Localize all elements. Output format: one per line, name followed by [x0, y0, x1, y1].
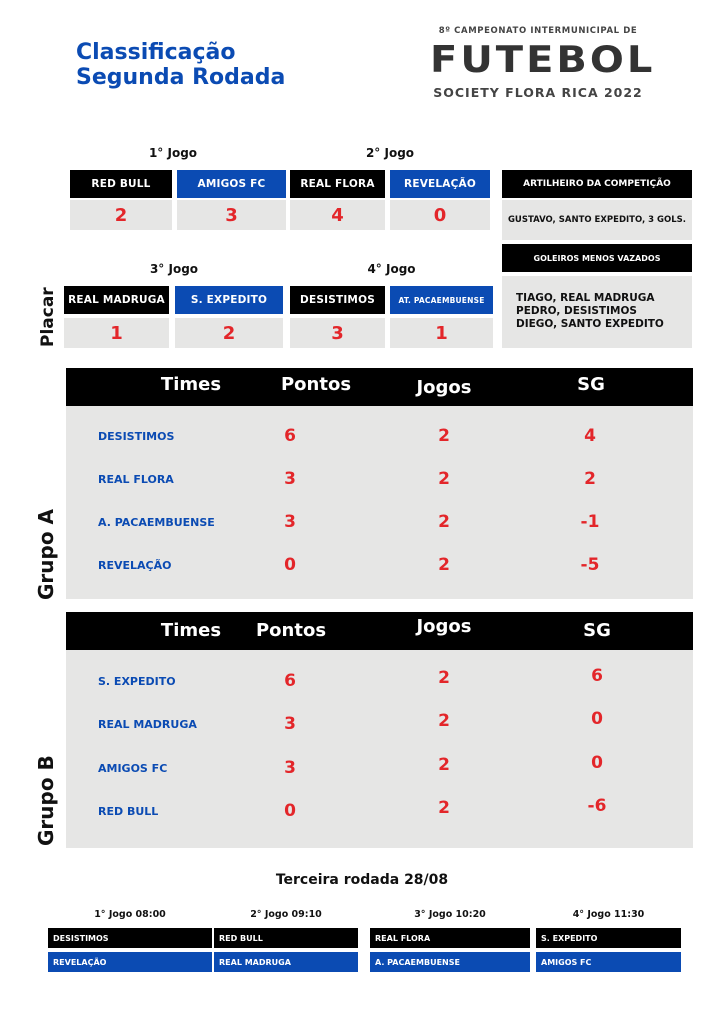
game-away-team: S. EXPEDITO [175, 286, 283, 314]
game-home-score: 4 [290, 200, 385, 230]
game-home-team: REAL MADRUGA [64, 286, 169, 314]
team-name: REAL MADRUGA [98, 718, 197, 731]
team-jogos: 2 [438, 469, 450, 489]
team-pontos: 3 [284, 469, 296, 489]
game-away-team: REVELAÇÃO [390, 170, 490, 198]
team-pontos: 6 [284, 426, 296, 446]
team-jogos: 2 [438, 668, 450, 688]
game-home-score: 3 [290, 318, 385, 348]
goleiros-list [502, 276, 692, 348]
artilheiro-text: GUSTAVO, SANTO EXPEDITO, 3 GOLS. [502, 200, 692, 240]
team-sg: -1 [580, 512, 600, 532]
game-label: 1° Jogo [148, 146, 198, 160]
team-jogos: 2 [438, 555, 450, 575]
slot-team2: AMIGOS FC [536, 952, 681, 972]
game-away-team: AMIGOS FC [177, 170, 286, 198]
game-away-score: 1 [390, 318, 493, 348]
grupo-b-body [66, 650, 693, 848]
col-times-header: Times [160, 620, 222, 641]
team-name: DESISTIMOS [98, 430, 175, 443]
grupo-a-header [66, 368, 693, 406]
col-times-header: Times [160, 374, 222, 395]
col-pontos-header: Pontos [280, 374, 352, 395]
slot-label: 3° Jogo 10:20 [414, 909, 486, 920]
game-away-score: 0 [390, 200, 490, 230]
col-jogos-header: Jogos [416, 377, 472, 398]
game-home-score: 1 [64, 318, 169, 348]
logo-main-text: FUTEBOL [430, 38, 656, 82]
next-round-title: Terceira rodada 28/08 [275, 872, 449, 888]
slot-label: 1° Jogo 08:00 [94, 909, 166, 920]
col-sg-header: SG [577, 374, 605, 395]
team-pontos: 0 [284, 801, 296, 821]
team-name: A. PACAEMBUENSE [98, 516, 215, 529]
team-pontos: 3 [284, 512, 296, 532]
grupo-b-header [66, 612, 693, 650]
team-name: REVELAÇÃO [98, 559, 172, 572]
goleiro-line: TIAGO, REAL MADRUGA [516, 292, 655, 304]
team-pontos: 3 [284, 714, 296, 734]
team-sg: 0 [591, 753, 603, 773]
placar-side-label: Placar [38, 287, 58, 347]
goleiro-line: PEDRO, DESISTIMOS [516, 305, 637, 317]
team-jogos: 2 [438, 512, 450, 532]
game-label: 2° Jogo [365, 146, 415, 160]
team-jogos: 2 [438, 798, 450, 818]
grupo-a-body [66, 406, 693, 599]
team-name: RED BULL [98, 805, 159, 818]
slot-team1: REAL FLORA [370, 928, 530, 948]
team-name: REAL FLORA [98, 473, 174, 486]
team-jogos: 2 [438, 755, 450, 775]
slot-label: 2° Jogo 09:10 [250, 909, 322, 920]
slot-team1: RED BULL [214, 928, 358, 948]
page-title [76, 40, 285, 90]
page-title-line2: Segunda Rodada [76, 65, 286, 90]
slot-team2: REVELAÇÃO [48, 952, 212, 972]
team-sg: -5 [580, 555, 600, 575]
col-jogos-header: Jogos [416, 616, 472, 637]
team-jogos: 2 [438, 711, 450, 731]
page-title-line1: Classificação [76, 40, 236, 65]
grupo-a-side-label: Grupo A [34, 508, 58, 600]
game-away-score: 3 [177, 200, 286, 230]
col-pontos-header: Pontos [255, 620, 327, 641]
logo-top-text: 8º CAMPEONATO INTERMUNICIPAL DE [438, 26, 638, 36]
logo-sub-text: SOCIETY FLORA RICA 2022 [433, 85, 643, 100]
slot-label: 4° Jogo 11:30 [572, 909, 645, 920]
slot-team1: S. EXPEDITO [536, 928, 681, 948]
artilheiro-title: ARTILHEIRO DA COMPETIÇÃO [502, 170, 692, 198]
team-sg: -6 [587, 796, 607, 816]
team-name: S. EXPEDITO [98, 675, 176, 688]
slot-team1: DESISTIMOS [48, 928, 212, 948]
team-pontos: 3 [284, 758, 296, 778]
game-label: 3° Jogo [149, 262, 199, 276]
team-sg: 0 [591, 709, 603, 729]
game-home-team: DESISTIMOS [290, 286, 385, 314]
game-home-team: RED BULL [70, 170, 172, 198]
game-label: 4° Jogo [367, 262, 416, 276]
team-sg: 4 [584, 426, 596, 446]
team-pontos: 6 [284, 671, 296, 691]
grupo-b-side-label: Grupo B [34, 755, 58, 846]
game-home-team: REAL FLORA [290, 170, 385, 198]
team-name: AMIGOS FC [98, 762, 168, 775]
team-pontos: 0 [284, 555, 296, 575]
team-sg: 2 [584, 469, 596, 489]
team-sg: 6 [591, 666, 603, 686]
game-away-score: 2 [175, 318, 283, 348]
slot-team2: A. PACAEMBUENSE [370, 952, 530, 972]
slot-team2: REAL MADRUGA [214, 952, 358, 972]
game-home-score: 2 [70, 200, 172, 230]
team-jogos: 2 [438, 426, 450, 446]
goleiro-line: DIEGO, SANTO EXPEDITO [516, 318, 664, 330]
col-sg-header: SG [583, 620, 611, 641]
game-away-team: AT. PACAEMBUENSE [390, 286, 493, 314]
goleiros-title: GOLEIROS MENOS VAZADOS [502, 244, 692, 272]
